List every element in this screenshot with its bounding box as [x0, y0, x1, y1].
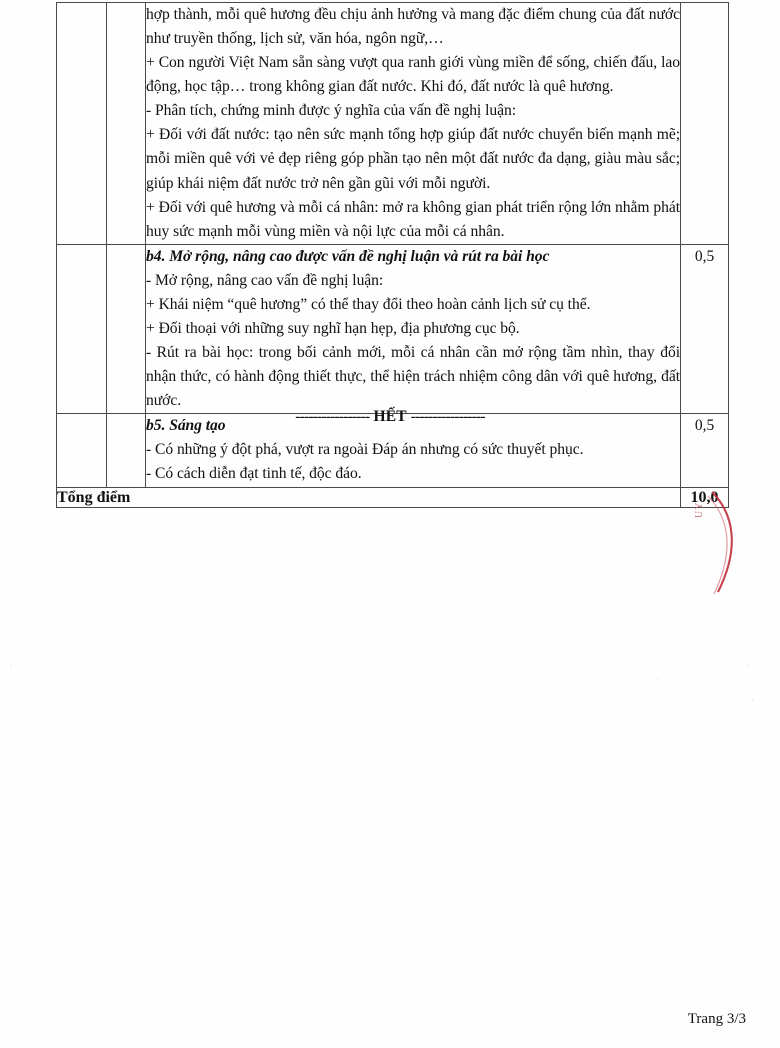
- rubric-paragraph: - Mở rộng, nâng cao vấn đề nghị luận:: [146, 271, 384, 289]
- rubric-paragraph: - Có những ý đột phá, vượt ra ngoài Đáp án nhưng có sức thuyết phục.: [146, 441, 584, 459]
- row-cell-question: [107, 244, 146, 414]
- end-marker-dashes-left: -----------------: [295, 408, 370, 425]
- page-number-footer: Trang 3/3: [687, 1011, 746, 1027]
- table-row: [57, 244, 729, 414]
- seal-text: UY: [694, 501, 705, 518]
- row-cell-content: [146, 3, 681, 245]
- row-cell-part: [57, 244, 107, 414]
- rubric-paragraph: + Đối với quê hương và mỗi cá nhân: mở ra không gian phát triển rộng lớn nhằm phát huy sức mạnh mỗi vùng miền và nội lực của mỗi cá nhân.: [146, 198, 680, 240]
- rubric-section-heading-b4: b4. Mở rộng, nâng cao được vấn đề nghị luận và rút ra bài học: [146, 247, 550, 265]
- scan-speckle: [657, 678, 659, 681]
- grading-rubric-table: [56, 2, 729, 508]
- scan-speckle: [752, 698, 754, 701]
- row-cell-score: [681, 3, 729, 245]
- end-of-document-marker: [0, 408, 780, 426]
- rubric-paragraph: - Rút ra bài học: trong bối cảnh mới, mỗi cá nhân cần mở rộng tầm nhìn, thay đổi nhận thức, có hành động thiết thực, thể hiện trách nhiệm công dân với quê hương, đất nước.: [146, 344, 680, 410]
- rubric-paragraph: + Đối với đất nước: tạo nên sức mạnh tổng hợp giúp đất nước chuyển biến mạnh mẽ; mỗi miền quê với vẻ đẹp riêng góp phần tạo nên một đất nước đa dạng, giàu màu sắc; giúp khái niệm đất nước trở nên gần gũi với mỗi người.: [146, 126, 680, 192]
- table-row: [57, 3, 729, 245]
- rubric-paragraph: hợp thành, mỗi quê hương đều chịu ảnh hưởng và mang đặc điểm chung của đất nước như truyền thống, lịch sử, văn hóa, ngôn ngữ,…: [146, 6, 680, 48]
- rubric-paragraph: - Có cách diễn đạt tinh tế, độc đáo.: [146, 465, 362, 483]
- row-cell-content: [146, 244, 681, 414]
- row-cell-part: [57, 3, 107, 245]
- total-score: 10,0: [681, 487, 729, 507]
- row-cell-score: 0,5: [681, 414, 729, 487]
- rubric-paragraph: + Con người Việt Nam sẵn sàng vượt qua ranh giới vùng miền để sống, chiến đấu, lao động, học tập… trong không gian đất nước. Khi đó, đất nước là quê hương.: [146, 54, 680, 96]
- rubric-paragraph: + Đối thoại với những suy nghĩ hạn hẹp, địa phương cục bộ.: [146, 320, 520, 338]
- total-label: Tổng điểm: [57, 487, 681, 507]
- rubric-paragraph: - Phân tích, chứng minh được ý nghĩa của vấn đề nghị luận:: [146, 102, 516, 120]
- end-marker-label: HẾT: [373, 408, 407, 425]
- row-cell-score: 0,5: [681, 244, 729, 414]
- rubric-section-heading-b5: b5. Sáng tạo: [146, 417, 226, 435]
- scan-speckle: [10, 665, 12, 668]
- end-marker-dashes-right: -----------------: [410, 408, 485, 425]
- row-cell-question: [107, 3, 146, 245]
- rubric-paragraph: + Khái niệm “quê hương” có thể thay đổi theo hoàn cảnh lịch sử cụ thể.: [146, 295, 591, 313]
- scan-speckle: [747, 663, 749, 666]
- table-total-row: [57, 487, 729, 507]
